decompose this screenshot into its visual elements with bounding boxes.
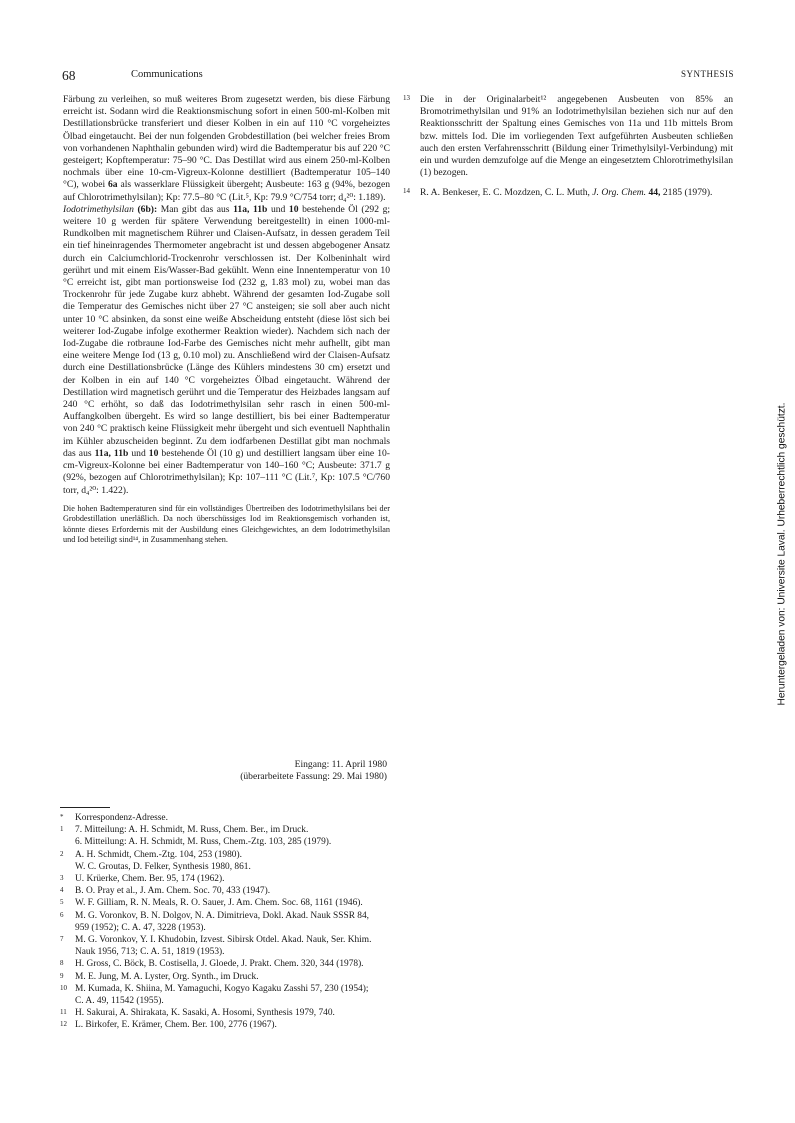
reference-text: M. E. Jung, M. A. Lyster, Org. Synth., im Druck. <box>75 971 259 982</box>
volume-number: 44, <box>648 187 661 199</box>
paragraph-text: bestehende Öl (10 g) und destilliert langsam über eine 10-cm-Vigreux-Kolonne bei einer Badtemperatur von 140–160 °C; Ausbeute: 371.7 g (92%, bezogen auf Chlorotrimethylsilan); Kp: 107–111 °C (Lit.⁷, Kp: 107.5 °C/760 torr, d₄²⁰: 1.422). <box>63 447 391 496</box>
reference-number: 12 <box>60 1020 67 1029</box>
reference-text: L. Birkofer, E. Krämer, Chem. Ber. 100, 2776 (1967). <box>75 1020 277 1031</box>
reference-item <box>60 812 375 824</box>
reference-text: H. Sakurai, A. Shirakata, K. Sasaki, A. Hosomi, Synthesis 1979, 740. <box>75 1008 335 1019</box>
footnote-divider <box>60 807 110 808</box>
reference-text: Korrespondenz-Adresse. <box>75 813 168 823</box>
reference-number: 9 <box>60 971 64 980</box>
reference-item <box>60 971 375 983</box>
footnote-text: 2185 (1979). <box>662 187 713 199</box>
footnote-number: 14 <box>403 187 410 196</box>
reference-text: H. Gross, C. Böck, B. Costisella, J. Gloede, J. Prakt. Chem. 320, 344 (1978). <box>75 959 364 970</box>
paragraph-text: bestehende Öl (292 g; weitere 10 g werden für spätere Verwendung bereitgestellt) in einen 1000-ml-Rundkolben mit magnetischem Rührer und Claisen-Aufsatz, in dessen geradem Teil ein tief hineinragendes Thermometer angebracht ist und dessen abgebogener Ansatz durch ein Calciumchlorid-Trockenrohr verschlossen ist. Der Kolbeninhalt wird gerührt und mit einem Eis/Wasser-Bad gekühlt. Wenn eine Innentemperatur von 10 °C erreicht ist, gibt man portionsweise Iod (232 g, 1.83 mol) zu, wobei man das Trockenrohr für jede Zugabe kurz abhebt. Während der gesamten Iod-Zugabe soll die Temperatur des Gemisches nicht über 27 °C ansteigen; sie soll aber auch nicht unter 10 °C absinken, da sonst eine weiße Abscheidung entsteht (diese löst sich bei weiterer Iod-Zugabe infolge exothermer Reaktion wieder). Nachdem sich nach der Iod-Zugabe die rotbraune Iod-Farbe des Gemisches nicht mehr aufhellt, gibt man eine weitere Menge Iod (13 g, 0.10 mol) zu. Anschließend wird der Claisen-Aufsatz durch eine Destillationsbrücke (Länge des Kühlers mindestens 30 cm) ersetzt und der Kolben in ein auf 140 °C vorgeheiztes Ölbad eingetaucht. Während der Destillation wird magnetisch gerührt und die Temperatur des Heizbades langsam auf 240 °C erhöht, so daß das Iodotrimethylsilan sehr rasch in einen 500-ml-Auffangkolben übergeht. Es wird so lange destilliert, bis bei einer Badtemperatur von 240 °C praktisch keine Flüssigkeit mehr übergeht und sich eventuell Naphthalin im Kühler abzuscheiden beginnt. Zu dem iodfarbenen Destillat gibt man nochmals das aus <box>63 203 391 459</box>
paragraph-text: und <box>270 203 286 215</box>
reference-item <box>60 983 375 1007</box>
paragraph-text: als wasserklare Flüssigkeit übergeht; Ausbeute: 163 g (94%, bezogen auf Chlorotrimethylsilan); Kp: 77.5–80 °C (Lit.⁵, Kp: 79.9 °C/754 torr; d₄²⁰: 1.189). <box>63 179 390 203</box>
footnote-13 <box>403 94 733 179</box>
reference-number: 7 <box>60 935 64 944</box>
reference-item <box>60 885 375 897</box>
procedure-paragraph <box>63 204 390 497</box>
reference-number: 4 <box>60 886 64 895</box>
reference-text: 6. Mitteilung: A. H. Schmidt, M. Russ, Chem.-Ztg. 103, 285 (1979). <box>75 837 332 848</box>
reference-item <box>60 1019 375 1031</box>
compound-label: 10 <box>148 447 159 459</box>
reference-number: 10 <box>60 983 67 992</box>
reference-item <box>60 934 375 958</box>
reference-item <box>60 910 375 934</box>
reference-item <box>60 1007 375 1019</box>
reference-number: 5 <box>60 898 64 907</box>
reference-number: 11 <box>60 1008 67 1017</box>
compound-label: (6b): <box>137 203 158 215</box>
section-title: Communications <box>131 69 203 80</box>
journal-name: SYNTHESIS <box>680 69 734 79</box>
reference-number: 6 <box>60 910 64 919</box>
watermark-text: Heruntergeladen von: Universite Laval. Urheberrechtlich geschützt. <box>776 402 788 706</box>
compound-label: 11a, 11b <box>94 447 129 459</box>
received-date: Eingang: 11. April 1980 <box>294 759 387 770</box>
paragraph-text: Man gibt das aus <box>160 203 230 215</box>
reference-number: 8 <box>60 959 64 968</box>
reference-text: M. G. Voronkov, Y. I. Khudobin, Izvest. Sibirsk Otdel. Akad. Nauk, Ser. Khim. Nauk 1956, 713; C. A. 51, 1819 (1953). <box>75 935 372 958</box>
reference-text: U. Krüerke, Chem. Ber. 95, 174 (1962). <box>75 874 225 885</box>
reference-text: A. H. Schmidt, Chem.-Ztg. 104, 253 (1980). <box>75 849 242 860</box>
reference-number: 2 <box>60 849 64 858</box>
reference-text: W. F. Gilliam, R. N. Meals, R. O. Sauer, J. Am. Chem. Soc. 68, 1161 (1946). <box>75 898 363 909</box>
right-column-notes <box>403 94 733 208</box>
reference-text: B. O. Pray et al., J. Am. Chem. Soc. 70, 433 (1947). <box>75 886 271 897</box>
running-header <box>62 68 734 84</box>
reference-number: * <box>60 813 64 821</box>
compound-label: 6a <box>107 179 118 191</box>
compound-label: 11a, 11b <box>233 203 268 215</box>
compound-label: 10 <box>288 203 299 215</box>
reference-text: M. Kumada, K. Shiina, M. Yamaguchi, Kogyo Kagaku Zasshi 57, 230 (1954); C. A. 49, 11542 (1955). <box>75 983 369 1007</box>
footnote-text: Die in der Originalarbeit¹² angegebenen Ausbeuten von 85% an Bromotrimethylsilan und 91% an Iodotrimethylsilan beziehen sich nur auf den Reaktionsschritt der Spaltung eines Gemisches von 11a und 11b mittels Brom bzw. mittels Iod. Die im vorliegenden Text aufgeführten Ausbeuten schließen auch den ersten Verfahrensschritt (Bildung einer Trimethylsilyl-Verbindung) mit ein und wurden demzufolge auf die Menge an eingesetztem Chlorotrimethylsilan (1) bezogen. <box>420 94 733 179</box>
reference-number: 3 <box>60 874 64 883</box>
reference-text: W. C. Groutas, D. Felker, Synthesis 1980, 861. <box>75 861 251 872</box>
reference-item <box>60 958 375 970</box>
reference-item <box>60 897 375 909</box>
reference-item <box>60 824 375 848</box>
reference-item <box>60 849 375 873</box>
compound-name: Iodotrimethylsilan <box>63 203 134 215</box>
footnote-number: 13 <box>403 94 410 102</box>
left-column <box>63 94 390 546</box>
footnote-text: R. A. Benkeser, E. C. Mozdzen, C. L. Muth, <box>420 187 590 199</box>
reference-text: M. G. Voronkov, B. N. Dolgov, N. A. Dimitrieva, Dokl. Akad. Nauk SSSR 84, 959 (1952); C. A. 47, 3228 (1953). <box>75 910 370 933</box>
reference-list <box>60 812 375 1032</box>
paragraph-text: Färbung zu verleihen, so muß weiteres Brom zugesetzt werden, bis diese Färbung erreicht ist. Sodann wird die Reaktionsmischung sofort in einen 500-ml-Kolben mit Destillationsbrücke transferiert und dieser Kolben in ein auf 110 °C vorgeheiztes Ölbad eingetaucht. Bei der nun folgenden Grobdestillation (bei welcher freies Brom von vorhandenen Naphthalin gebunden wird) wird die Badtemperatur bis auf 220 °C gesteigert; Kopftemperatur: 75–90 °C. Das Destillat wird aus einem 250-ml-Kolben nochmals über eine 10-cm-Vigreux-Kolonne destilliert (Badtemperatur 105–140 °C), wobei <box>63 94 390 191</box>
reference-number: 1 <box>60 825 64 834</box>
download-watermark <box>775 404 789 704</box>
journal-abbrev: J. Org. Chem. <box>592 187 647 199</box>
received-dates <box>200 759 387 783</box>
page-number: 68 <box>62 68 76 83</box>
reference-item <box>60 873 375 885</box>
footnote-14 <box>403 187 733 199</box>
revised-date: (überarbeitete Fassung: 29. Mai 1980) <box>240 771 387 782</box>
small-print-note: Die hohen Badtemperaturen sind für ein vollständiges Übertreiben des Iodotrimethylsilans bei der Grobdestillation unerläßlich. Da noch überschüssiges Iod im Reaktionsgemisch vorhanden ist, könnte dieses Erfordernis mit der Ausbildung eines Gleichgewichtes, an dem Iodotrimethylsilan und Iod beteiligt sind¹⁴, in Zusammenhang stehen. <box>63 503 390 545</box>
body-paragraph <box>63 94 390 204</box>
reference-text: 7. Mitteilung: A. H. Schmidt, M. Russ, Chem. Ber., im Druck. <box>75 825 309 836</box>
paragraph-text: und <box>131 447 146 459</box>
